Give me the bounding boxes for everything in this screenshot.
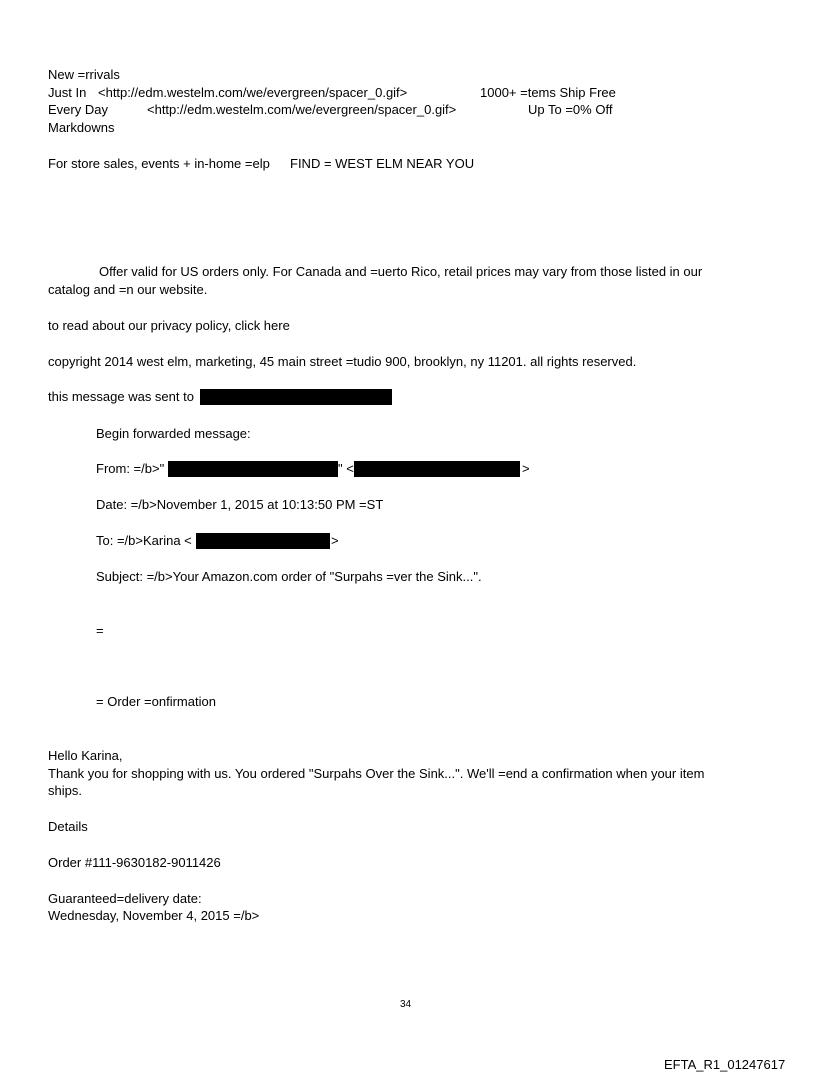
just-in-text: Just In: [48, 85, 87, 100]
delivery-date: Wednesday, November 4, 2015 =/b>: [48, 908, 260, 923]
document-id: EFTA_R1_01247617: [664, 1057, 786, 1072]
equals-line: =: [96, 623, 104, 638]
find-store-link[interactable]: FIND = WEST ELM NEAR YOU: [290, 156, 475, 171]
date-line: Date: =/b>November 1, 2015 at 10:13:50 PM =ST: [96, 497, 384, 512]
copyright-text: copyright 2014 west elm, marketing, 45 main street =tudio 900, brooklyn, ny 11201. all rights reserved.: [48, 354, 637, 369]
order-confirmation-heading: = Order =onfirmation: [96, 694, 216, 709]
redaction-bar: [354, 461, 520, 477]
redaction-bar: [168, 461, 338, 477]
page-number: 34: [400, 999, 412, 1010]
spacer-url-1[interactable]: <http://edm.westelm.com/we/evergreen/spacer_0.gif>: [98, 85, 408, 100]
subject-line: Subject: =/b>Your Amazon.com order of "Surpahs =ver the Sink...".: [96, 569, 482, 584]
to-label: To: =/b>Karina <: [96, 533, 192, 548]
thanks-line-1: Thank you for shopping with us. You ordered "Surpahs Over the Sink...". We'll =end a confirmation when your item: [48, 766, 705, 781]
markdown-percent-text: Up To =0% Off: [528, 102, 613, 117]
sent-to-text: this message was sent to: [48, 389, 194, 404]
offer-line-1: Offer valid for US orders only. For Canada and =uerto Rico, retail prices may vary from those listed in our: [99, 264, 703, 279]
markdowns-text: Markdowns: [48, 120, 115, 135]
store-sales-text: For store sales, events + in-home =elp: [48, 156, 270, 171]
guaranteed-delivery-label: Guaranteed=delivery date:: [48, 891, 202, 906]
from-mid-text: " <: [338, 461, 354, 476]
from-label: From: =/b>": [96, 461, 165, 476]
offer-line-2: catalog and =n our website.: [48, 282, 208, 297]
begin-forwarded-text: Begin forwarded message:: [96, 426, 251, 441]
spacer-url-2[interactable]: <http://edm.westelm.com/we/evergreen/spacer_0.gif>: [147, 102, 457, 117]
items-ship-free-text: 1000+ =tems Ship Free: [480, 85, 616, 100]
thanks-line-2: ships.: [48, 783, 82, 798]
every-day-text: Every Day: [48, 102, 108, 117]
privacy-link[interactable]: to read about our privacy policy, click here: [48, 318, 290, 333]
redaction-bar: [200, 389, 392, 405]
to-end-text: >: [331, 533, 339, 548]
redaction-bar: [196, 533, 330, 549]
new-arrivals-text: New =rrivals: [48, 67, 120, 82]
greeting-text: Hello Karina,: [48, 748, 123, 763]
details-heading: Details: [48, 819, 88, 834]
from-end-text: >: [522, 461, 530, 476]
order-number: Order #111-9630182-9011426: [48, 855, 221, 870]
